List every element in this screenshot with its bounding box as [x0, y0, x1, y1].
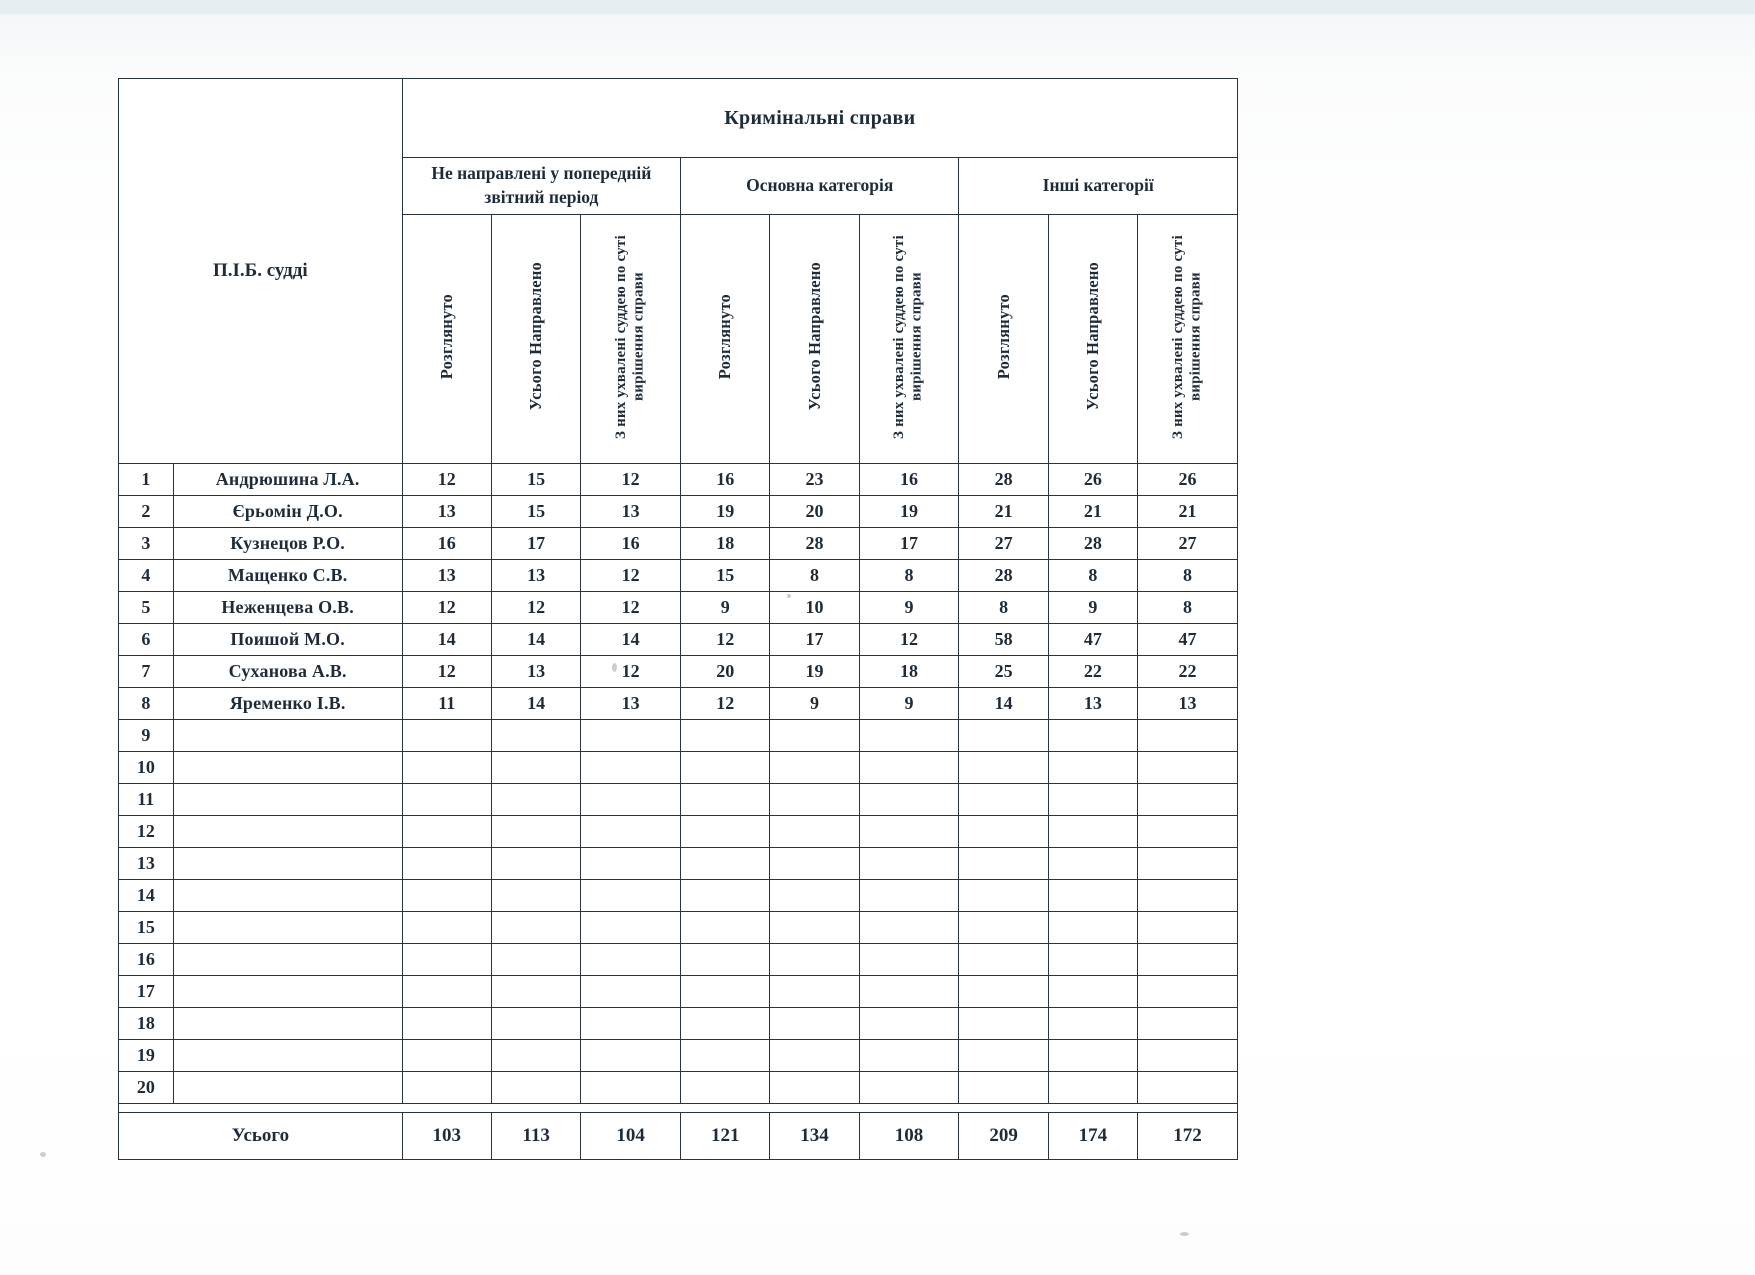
- value-cell: [1048, 1040, 1137, 1072]
- value-cell: [1048, 784, 1137, 816]
- value-cell: [402, 1072, 491, 1104]
- value-cell: [581, 816, 681, 848]
- value-cell: 15: [681, 560, 770, 592]
- value-cell: [1048, 1072, 1137, 1104]
- scan-speck: [787, 594, 791, 598]
- header-fio: П.І.Б. судді: [119, 79, 403, 464]
- row-number: 13: [119, 848, 174, 880]
- judge-name-cell: [173, 1072, 402, 1104]
- table-row: [119, 464, 1238, 496]
- value-cell: 12: [581, 656, 681, 688]
- value-cell: [491, 1008, 580, 1040]
- row-number: 6: [119, 624, 174, 656]
- value-cell: [402, 1040, 491, 1072]
- value-cell: [681, 976, 770, 1008]
- value-cell: [402, 976, 491, 1008]
- header-sub-reviewed-3: Розглянуто: [959, 215, 1048, 464]
- value-cell: 9: [859, 688, 959, 720]
- value-cell: [959, 848, 1048, 880]
- row-number: 16: [119, 944, 174, 976]
- value-cell: [1048, 880, 1137, 912]
- header-main-title: Кримінальні справи: [402, 79, 1237, 158]
- value-cell: [402, 944, 491, 976]
- value-cell: 16: [581, 528, 681, 560]
- value-cell: [581, 1008, 681, 1040]
- value-cell: [402, 848, 491, 880]
- value-cell: [681, 720, 770, 752]
- value-cell: 28: [959, 464, 1048, 496]
- value-cell: [491, 816, 580, 848]
- value-cell: 8: [959, 592, 1048, 624]
- value-cell: [1048, 848, 1137, 880]
- judge-name-cell: [173, 1040, 402, 1072]
- table-row: [119, 784, 1238, 816]
- value-cell: 19: [681, 496, 770, 528]
- judge-name-cell: Неженцева О.В.: [173, 592, 402, 624]
- value-cell: [491, 944, 580, 976]
- value-cell: [859, 1008, 959, 1040]
- header-sub-sent-total-1: Усього Направлено: [491, 215, 580, 464]
- row-number: 20: [119, 1072, 174, 1104]
- table-row: [119, 976, 1238, 1008]
- value-cell: 47: [1138, 624, 1238, 656]
- value-cell: [859, 944, 959, 976]
- value-cell: 9: [859, 592, 959, 624]
- total-value-5: 108: [859, 1113, 959, 1160]
- table-row: [119, 944, 1238, 976]
- value-cell: 16: [681, 464, 770, 496]
- value-cell: 8: [1138, 592, 1238, 624]
- value-cell: [1138, 848, 1238, 880]
- value-cell: 58: [959, 624, 1048, 656]
- value-cell: [681, 1040, 770, 1072]
- value-cell: [1048, 720, 1137, 752]
- value-cell: [681, 752, 770, 784]
- judge-name-cell: [173, 816, 402, 848]
- value-cell: [770, 1008, 859, 1040]
- value-cell: 16: [859, 464, 959, 496]
- table-row: [119, 624, 1238, 656]
- judge-name-cell: Єрьомін Д.О.: [173, 496, 402, 528]
- row-number: 1: [119, 464, 174, 496]
- value-cell: [859, 1072, 959, 1104]
- header-group-main-category: Основна категорія: [681, 158, 959, 215]
- value-cell: [491, 720, 580, 752]
- value-cell: [1048, 816, 1137, 848]
- table-row: [119, 1072, 1238, 1104]
- table-row: [119, 688, 1238, 720]
- row-number: 8: [119, 688, 174, 720]
- value-cell: 12: [581, 592, 681, 624]
- value-cell: 12: [402, 656, 491, 688]
- value-cell: 22: [1138, 656, 1238, 688]
- value-cell: 12: [859, 624, 959, 656]
- value-cell: 9: [681, 592, 770, 624]
- header-sub-decided-1: З них ухвалені суддею по суті вирішення справи: [581, 215, 681, 464]
- table-row: [119, 880, 1238, 912]
- value-cell: [1048, 944, 1137, 976]
- report-sheet: [118, 78, 1238, 1160]
- value-cell: [959, 1072, 1048, 1104]
- value-cell: [491, 976, 580, 1008]
- value-cell: 28: [1048, 528, 1137, 560]
- total-value-3: 121: [681, 1113, 770, 1160]
- value-cell: [1138, 1072, 1238, 1104]
- value-cell: [770, 880, 859, 912]
- value-cell: 8: [1138, 560, 1238, 592]
- total-value-2: 104: [581, 1113, 681, 1160]
- value-cell: [1138, 816, 1238, 848]
- value-cell: [402, 1008, 491, 1040]
- footer-spacer: [119, 1104, 1238, 1113]
- value-cell: [959, 784, 1048, 816]
- value-cell: 8: [1048, 560, 1137, 592]
- row-number: 2: [119, 496, 174, 528]
- header-sub-decided-2: З них ухвалені суддею по суті вирішення справи: [859, 215, 959, 464]
- value-cell: [859, 848, 959, 880]
- header-group-other-categories: Інші категорії: [959, 158, 1238, 215]
- value-cell: [402, 912, 491, 944]
- value-cell: 21: [1048, 496, 1137, 528]
- value-cell: 8: [770, 560, 859, 592]
- header-sub-decided-3: З них ухвалені суддею по суті вирішення справи: [1138, 215, 1238, 464]
- table-header: [119, 79, 1238, 464]
- value-cell: 9: [1048, 592, 1137, 624]
- value-cell: 13: [581, 688, 681, 720]
- value-cell: [959, 880, 1048, 912]
- value-cell: 12: [402, 592, 491, 624]
- table-row: [119, 592, 1238, 624]
- table-row: [119, 848, 1238, 880]
- value-cell: [770, 848, 859, 880]
- value-cell: [770, 912, 859, 944]
- judge-name-cell: [173, 848, 402, 880]
- value-cell: [1138, 944, 1238, 976]
- value-cell: 27: [959, 528, 1048, 560]
- table-row: [119, 560, 1238, 592]
- value-cell: [959, 720, 1048, 752]
- value-cell: [770, 976, 859, 1008]
- value-cell: [581, 848, 681, 880]
- value-cell: 10: [770, 592, 859, 624]
- judge-name-cell: [173, 752, 402, 784]
- judges-criminal-cases-table: [118, 78, 1238, 1160]
- value-cell: 23: [770, 464, 859, 496]
- table-row: [119, 752, 1238, 784]
- value-cell: 17: [859, 528, 959, 560]
- header-group-not-sent: Не направлені у попередній звітний період: [402, 158, 680, 215]
- value-cell: [581, 1072, 681, 1104]
- value-cell: 18: [681, 528, 770, 560]
- table-row: [119, 720, 1238, 752]
- judge-name-cell: [173, 784, 402, 816]
- value-cell: 14: [581, 624, 681, 656]
- value-cell: [859, 720, 959, 752]
- value-cell: 26: [1048, 464, 1137, 496]
- value-cell: 18: [859, 656, 959, 688]
- value-cell: 12: [402, 464, 491, 496]
- judge-name-cell: [173, 720, 402, 752]
- value-cell: 13: [1048, 688, 1137, 720]
- value-cell: [770, 816, 859, 848]
- header-sub-reviewed-2: Розглянуто: [681, 215, 770, 464]
- row-number: 11: [119, 784, 174, 816]
- totals-label: Усього: [119, 1113, 403, 1160]
- header-sub-sent-total-2: Усього Направлено: [770, 215, 859, 464]
- row-number: 18: [119, 1008, 174, 1040]
- value-cell: [770, 752, 859, 784]
- value-cell: [859, 976, 959, 1008]
- value-cell: [581, 1040, 681, 1072]
- totals-row: [119, 1113, 1238, 1160]
- value-cell: [681, 880, 770, 912]
- value-cell: [1138, 1040, 1238, 1072]
- value-cell: 11: [402, 688, 491, 720]
- value-cell: [859, 1040, 959, 1072]
- row-number: 19: [119, 1040, 174, 1072]
- judge-name-cell: [173, 976, 402, 1008]
- table-body: [119, 464, 1238, 1104]
- value-cell: [1048, 752, 1137, 784]
- value-cell: [491, 912, 580, 944]
- header-sub-reviewed-1: Розглянуто: [402, 215, 491, 464]
- value-cell: [491, 752, 580, 784]
- judge-name-cell: [173, 944, 402, 976]
- value-cell: [770, 720, 859, 752]
- value-cell: 20: [681, 656, 770, 688]
- value-cell: [1138, 784, 1238, 816]
- value-cell: [681, 816, 770, 848]
- value-cell: [770, 1040, 859, 1072]
- value-cell: 14: [491, 688, 580, 720]
- value-cell: 19: [859, 496, 959, 528]
- header-row-title: [119, 79, 1238, 158]
- value-cell: [1138, 720, 1238, 752]
- value-cell: [581, 720, 681, 752]
- value-cell: [681, 944, 770, 976]
- value-cell: [1138, 880, 1238, 912]
- value-cell: [402, 816, 491, 848]
- value-cell: [402, 752, 491, 784]
- total-value-7: 174: [1048, 1113, 1137, 1160]
- table-row: [119, 912, 1238, 944]
- value-cell: 13: [581, 496, 681, 528]
- row-number: 14: [119, 880, 174, 912]
- row-number: 4: [119, 560, 174, 592]
- value-cell: 27: [1138, 528, 1238, 560]
- value-cell: 12: [681, 624, 770, 656]
- judge-name-cell: Андрюшина Л.А.: [173, 464, 402, 496]
- value-cell: [1048, 976, 1137, 1008]
- value-cell: 25: [959, 656, 1048, 688]
- value-cell: 17: [491, 528, 580, 560]
- value-cell: [770, 1072, 859, 1104]
- total-value-0: 103: [402, 1113, 491, 1160]
- value-cell: [959, 976, 1048, 1008]
- value-cell: 14: [402, 624, 491, 656]
- value-cell: 14: [959, 688, 1048, 720]
- judge-name-cell: Яременко І.В.: [173, 688, 402, 720]
- table-footer: [119, 1104, 1238, 1160]
- value-cell: [681, 848, 770, 880]
- table-row: [119, 1008, 1238, 1040]
- value-cell: [770, 784, 859, 816]
- header-sub-sent-total-3: Усього Направлено: [1048, 215, 1137, 464]
- value-cell: [859, 752, 959, 784]
- value-cell: [859, 784, 959, 816]
- row-number: 3: [119, 528, 174, 560]
- value-cell: [859, 816, 959, 848]
- value-cell: [1138, 912, 1238, 944]
- row-number: 12: [119, 816, 174, 848]
- value-cell: [959, 816, 1048, 848]
- value-cell: [581, 752, 681, 784]
- value-cell: [1048, 1008, 1137, 1040]
- table-row: [119, 496, 1238, 528]
- value-cell: [581, 912, 681, 944]
- total-value-1: 113: [491, 1113, 580, 1160]
- value-cell: [491, 1040, 580, 1072]
- value-cell: 15: [491, 496, 580, 528]
- judge-name-cell: Кузнецов Р.О.: [173, 528, 402, 560]
- row-number: 9: [119, 720, 174, 752]
- value-cell: [959, 1008, 1048, 1040]
- value-cell: [491, 880, 580, 912]
- value-cell: 13: [1138, 688, 1238, 720]
- judge-name-cell: [173, 912, 402, 944]
- value-cell: [581, 944, 681, 976]
- value-cell: [1138, 976, 1238, 1008]
- value-cell: [402, 720, 491, 752]
- value-cell: 14: [491, 624, 580, 656]
- value-cell: [581, 784, 681, 816]
- table-row: [119, 1040, 1238, 1072]
- value-cell: 21: [1138, 496, 1238, 528]
- value-cell: [681, 1072, 770, 1104]
- row-number: 5: [119, 592, 174, 624]
- row-number: 15: [119, 912, 174, 944]
- judge-name-cell: Поишой М.О.: [173, 624, 402, 656]
- scan-speck: [40, 1152, 46, 1157]
- value-cell: 26: [1138, 464, 1238, 496]
- judge-name-cell: Суханова А.В.: [173, 656, 402, 688]
- value-cell: 22: [1048, 656, 1137, 688]
- value-cell: 9: [770, 688, 859, 720]
- row-number: 7: [119, 656, 174, 688]
- value-cell: 16: [402, 528, 491, 560]
- judge-name-cell: [173, 880, 402, 912]
- value-cell: 15: [491, 464, 580, 496]
- value-cell: [681, 912, 770, 944]
- table-row: [119, 656, 1238, 688]
- value-cell: 12: [491, 592, 580, 624]
- value-cell: 12: [581, 464, 681, 496]
- value-cell: [959, 912, 1048, 944]
- value-cell: 21: [959, 496, 1048, 528]
- value-cell: [581, 976, 681, 1008]
- judge-name-cell: [173, 1008, 402, 1040]
- value-cell: [402, 880, 491, 912]
- row-number: 10: [119, 752, 174, 784]
- value-cell: 19: [770, 656, 859, 688]
- value-cell: 17: [770, 624, 859, 656]
- value-cell: [1048, 912, 1137, 944]
- value-cell: [681, 1008, 770, 1040]
- value-cell: 47: [1048, 624, 1137, 656]
- value-cell: [491, 848, 580, 880]
- value-cell: [1138, 752, 1238, 784]
- value-cell: [859, 912, 959, 944]
- value-cell: [859, 880, 959, 912]
- total-value-8: 172: [1138, 1113, 1238, 1160]
- value-cell: [491, 784, 580, 816]
- value-cell: 20: [770, 496, 859, 528]
- value-cell: 28: [770, 528, 859, 560]
- value-cell: [959, 944, 1048, 976]
- value-cell: 28: [959, 560, 1048, 592]
- value-cell: 13: [402, 496, 491, 528]
- value-cell: [1138, 1008, 1238, 1040]
- judge-name-cell: Мащенко С.В.: [173, 560, 402, 592]
- value-cell: 13: [491, 560, 580, 592]
- value-cell: 13: [491, 656, 580, 688]
- value-cell: [402, 784, 491, 816]
- table-row: [119, 528, 1238, 560]
- row-number: 17: [119, 976, 174, 1008]
- value-cell: [770, 944, 859, 976]
- value-cell: 12: [581, 560, 681, 592]
- value-cell: [581, 880, 681, 912]
- value-cell: 12: [681, 688, 770, 720]
- value-cell: 8: [859, 560, 959, 592]
- value-cell: [681, 784, 770, 816]
- value-cell: [959, 752, 1048, 784]
- value-cell: [491, 1072, 580, 1104]
- total-value-6: 209: [959, 1113, 1048, 1160]
- value-cell: 13: [402, 560, 491, 592]
- value-cell: [959, 1040, 1048, 1072]
- table-row: [119, 816, 1238, 848]
- total-value-4: 134: [770, 1113, 859, 1160]
- scan-speck: [1180, 1232, 1189, 1236]
- scan-speck: [612, 663, 617, 672]
